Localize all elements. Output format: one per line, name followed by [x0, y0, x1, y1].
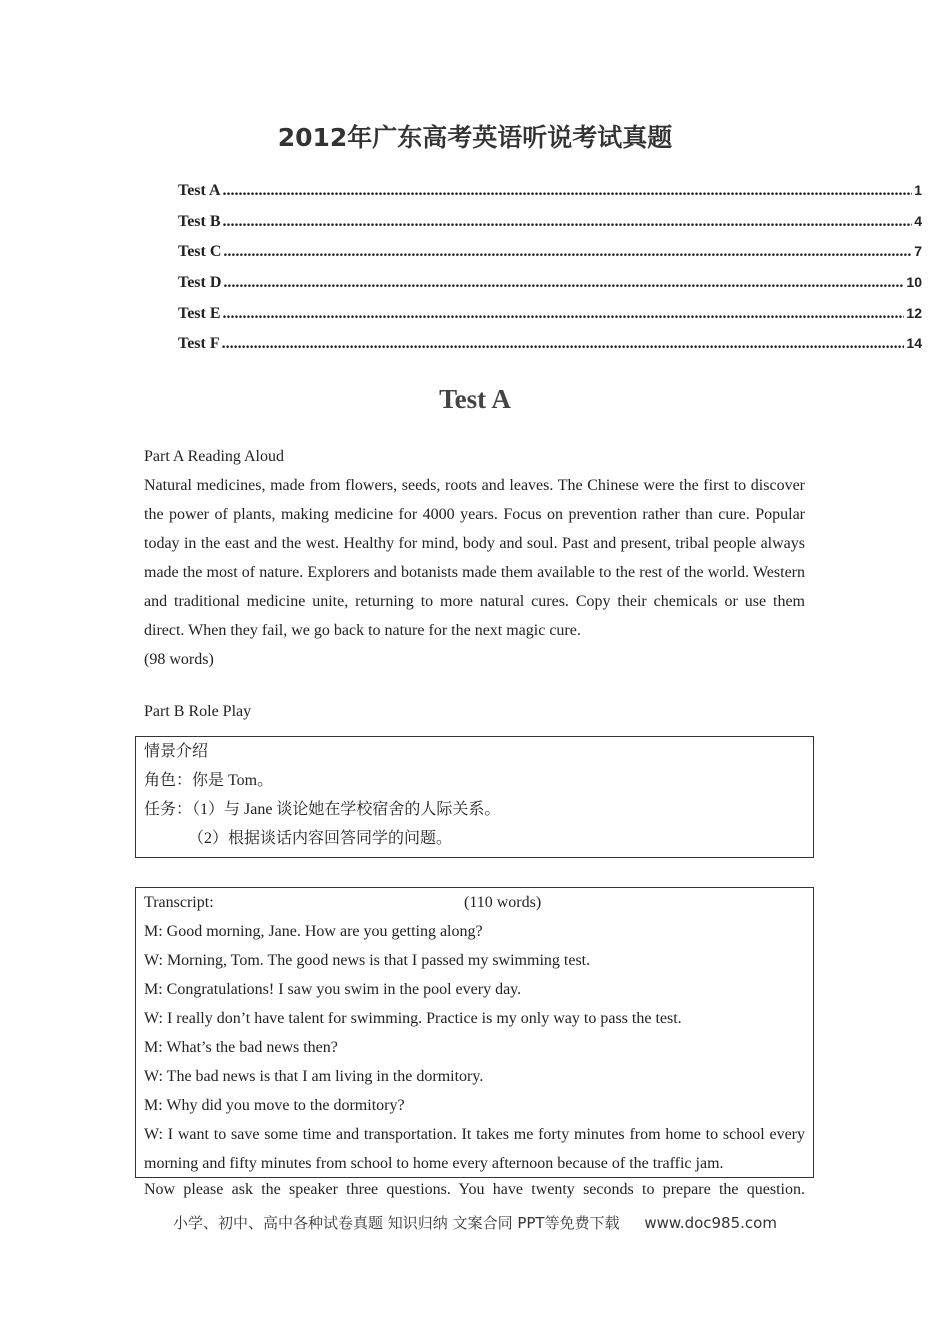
table-of-contents [178, 182, 922, 366]
transcript-line: M: Congratulations! I saw you swim in the pool every day. [144, 981, 522, 998]
toc-entry[interactable] [178, 305, 922, 336]
toc-label: Test C [178, 243, 222, 261]
toc-leader [223, 182, 913, 200]
transcript-line: W: The bad news is that I am living in the dormitory. [144, 1068, 484, 1085]
section-title: Test A [439, 384, 511, 414]
reading-passage: Natural medicines, made from flowers, seeds, roots and leaves. The Chinese were the first to discover the power of plants, making medicine for 4000 years. Focus on prevention rather than cure. Popular today in the east and the west. Healthy for mind, body and soul. Past and present, tribal people always made the most of nature. Explorers and botanists made them available to the rest of the world. Western and traditional medicine unite, returning to more natural cures. Copy their chemicals or use them direct. When they fail, we go back to nature for the next magic cure. [144, 477, 805, 639]
transcript-header [136, 888, 813, 917]
scenario-task-2: （2）根据谈话内容回答同学的问题。 [188, 830, 453, 847]
toc-entry[interactable] [178, 274, 922, 305]
transcript-line: M: Why did you move to the dormitory? [144, 1097, 405, 1114]
toc-entry[interactable] [178, 213, 922, 244]
toc-entry[interactable] [178, 335, 922, 366]
transcript-line: W: I really don’t have talent for swimming. Practice is my only way to pass the test. [144, 1010, 682, 1027]
toc-entry[interactable] [178, 182, 922, 213]
footer-text: 小学、初中、高中各种试卷真题 知识归纳 文案合同 PPT等免费下载 [173, 1214, 620, 1232]
transcript-line: M: What’s the bad news then? [144, 1039, 338, 1056]
toc-leader [222, 335, 905, 353]
toc-leader [223, 213, 913, 231]
toc-leader [223, 274, 904, 292]
transcript-line: M: Good morning, Jane. How are you getting along? [144, 923, 483, 940]
toc-label: Test B [178, 212, 221, 230]
toc-page: 12 [906, 304, 922, 321]
transcript-box [135, 887, 814, 1178]
toc-entry[interactable] [178, 243, 922, 274]
part-a-heading: Part A Reading Aloud [144, 448, 284, 465]
toc-page: 14 [906, 335, 922, 352]
toc-label: Test D [178, 274, 222, 292]
transcript-word-count: (110 words) [464, 894, 542, 911]
footer-link[interactable]: www.doc985.com [644, 1214, 777, 1232]
toc-page: 4 [914, 212, 922, 229]
toc-leader [223, 305, 905, 323]
transcript-label: Transcript: [144, 894, 214, 911]
scenario-role: 角色：你是 Tom。 [144, 772, 274, 789]
part-b-heading: Part B Role Play [144, 703, 252, 720]
toc-label: Test A [178, 182, 221, 199]
scenario-box [135, 736, 814, 858]
toc-label: Test E [178, 304, 221, 322]
scenario-title: 情景介绍 [144, 743, 209, 760]
scenario-task-1: 任务：（1）与 Jane 谈论她在学校宿舍的人际关系。 [144, 801, 501, 818]
word-count: (98 words) [144, 651, 214, 668]
toc-leader [223, 243, 912, 261]
toc-page: 10 [906, 274, 922, 291]
toc-page: 1 [914, 182, 922, 198]
toc-label: Test F [178, 335, 220, 353]
instruction: Now please ask the speaker three questions. You have twenty seconds to prepare the question. [144, 1181, 805, 1198]
transcript-line: W: I want to save some time and transportation. It takes me forty minutes from home to school every morning and fifty minutes from school to home every afternoon because of the traffic jam. [144, 1126, 805, 1172]
footer [0, 1212, 950, 1233]
part-a [144, 442, 805, 674]
toc-page: 7 [914, 243, 922, 260]
document-title: 2012年广东高考英语听说考试真题 [277, 123, 673, 152]
transcript-line: W: Morning, Tom. The good news is that I passed my swimming test. [144, 952, 591, 969]
